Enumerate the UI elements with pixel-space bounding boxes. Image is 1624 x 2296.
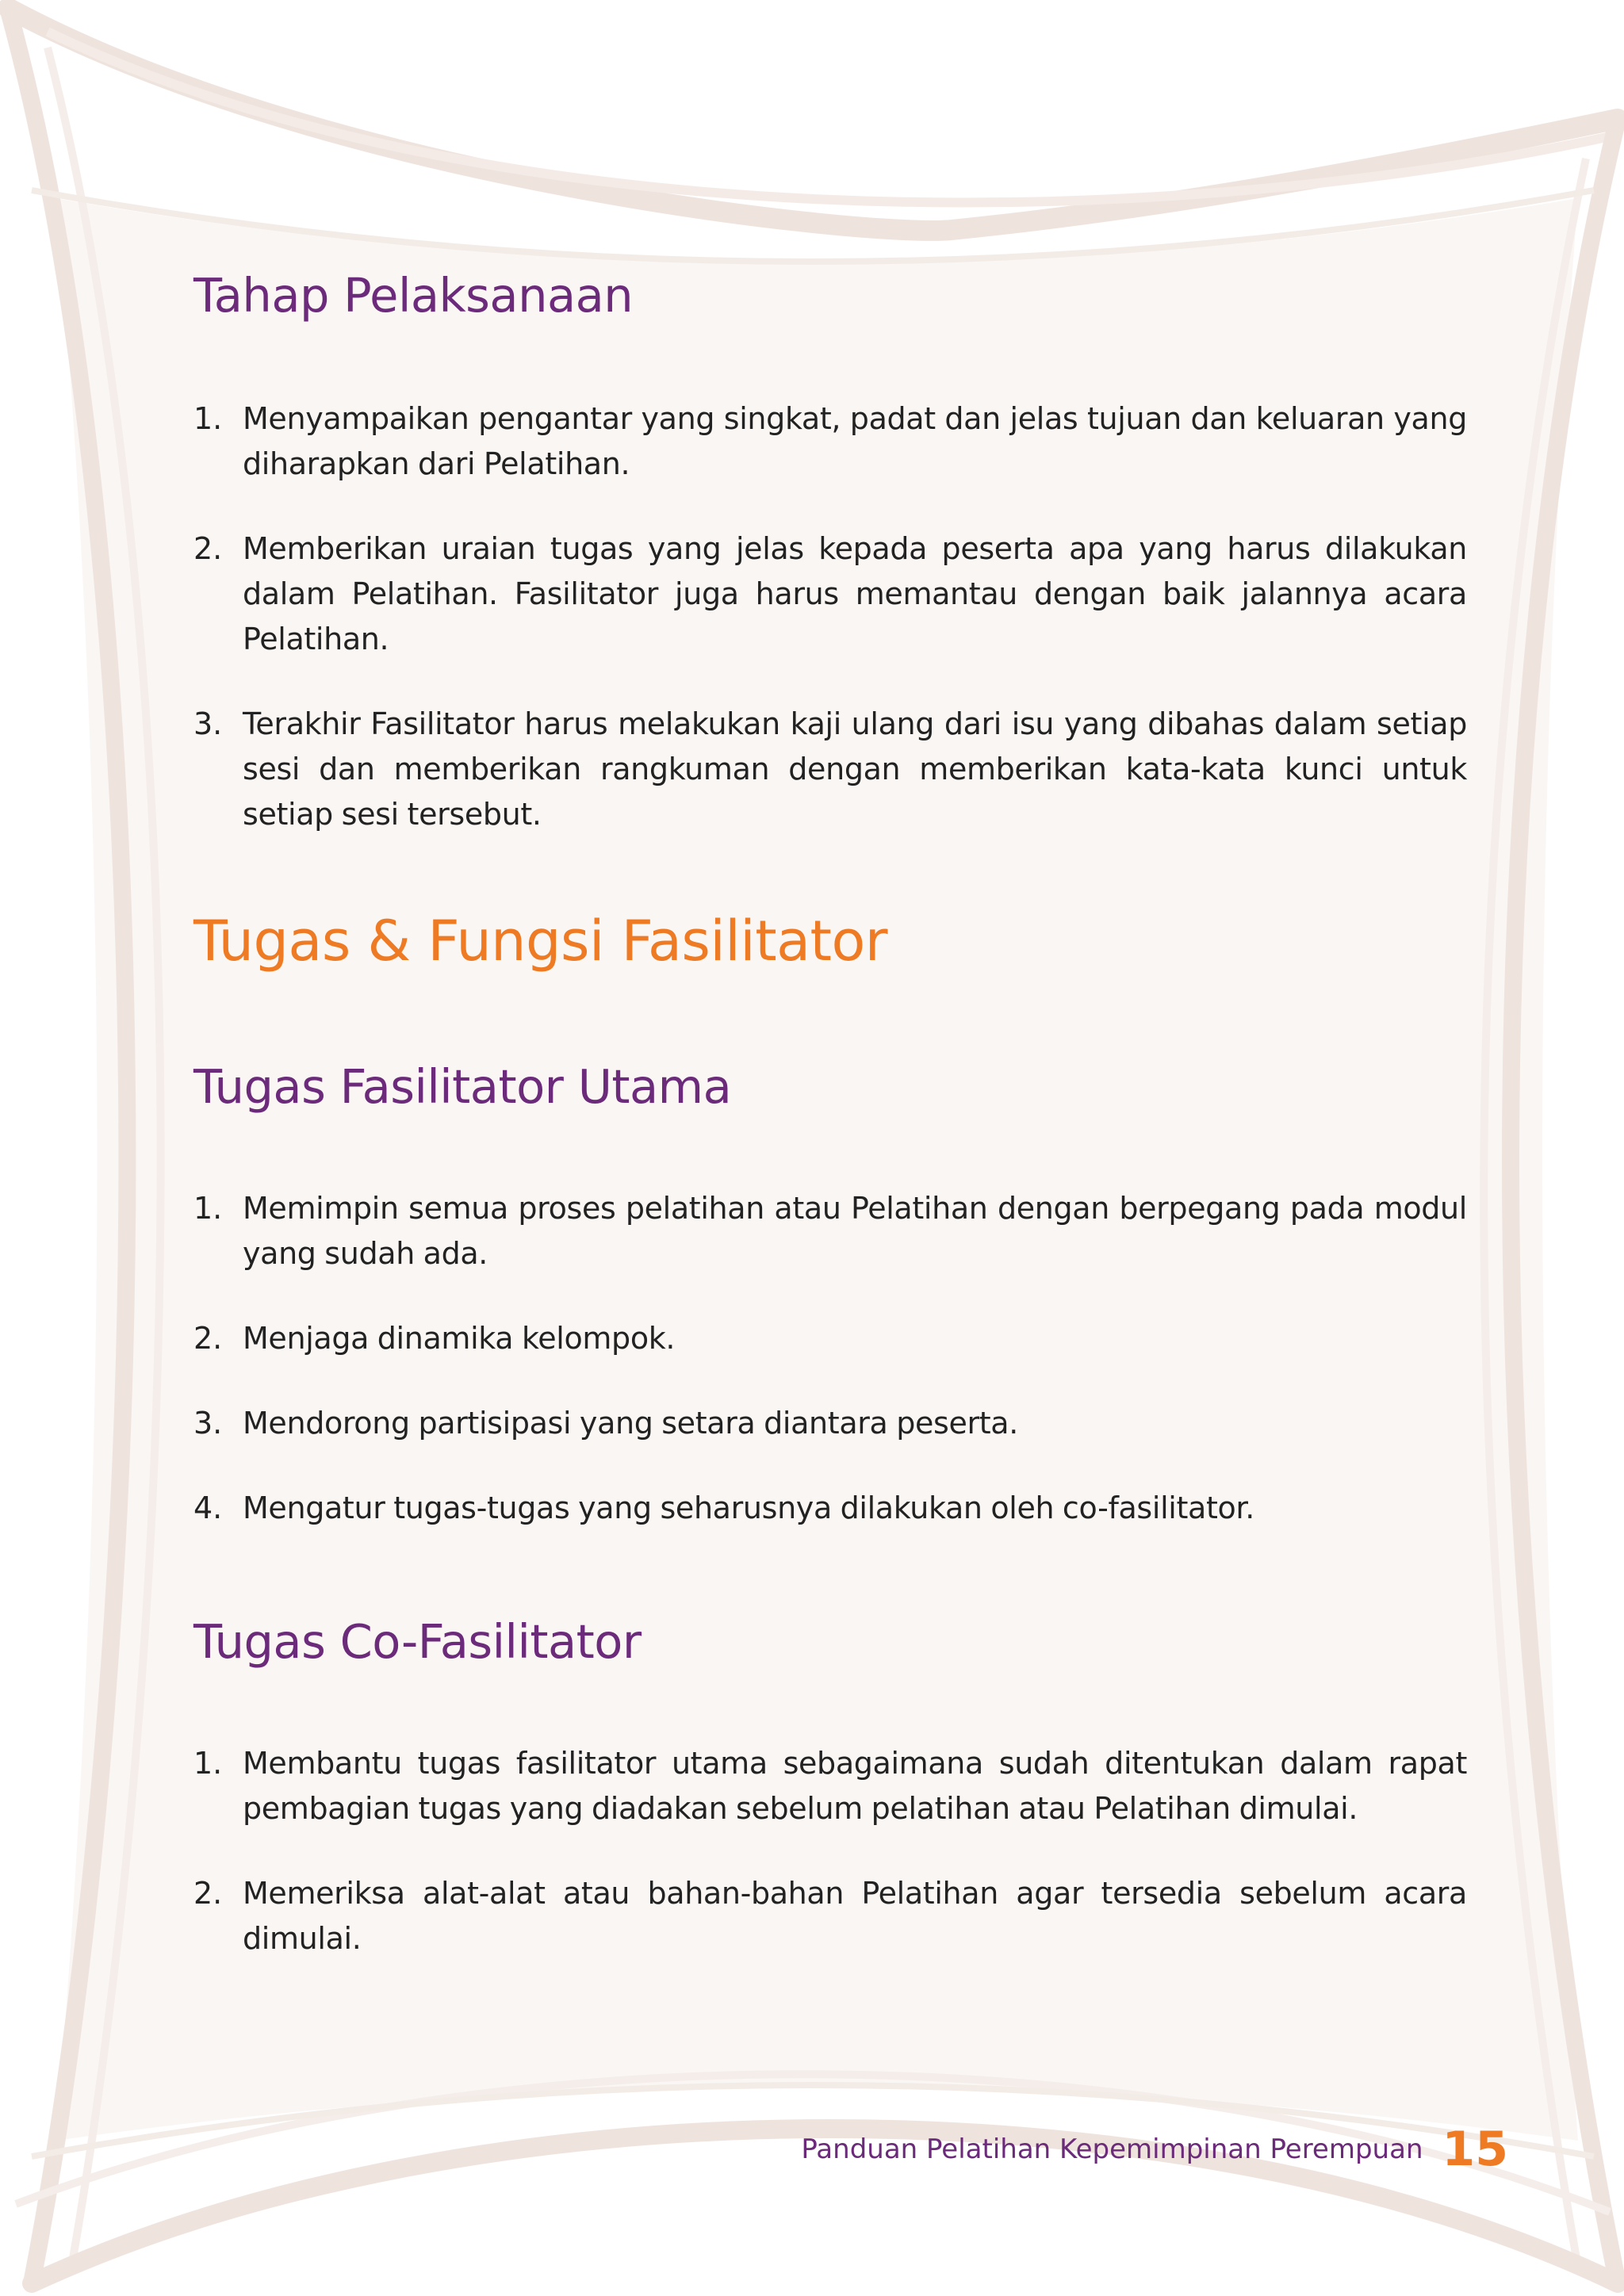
list-item	[193, 1741, 1467, 1831]
heading-tugas-fasilitator-utama: Tugas Fasilitator Utama	[193, 1059, 732, 1114]
heading-tugas-co-fasilitator: Tugas Co-Fasilitator	[193, 1614, 642, 1669]
list-item-number: 2.	[193, 1876, 223, 1911]
list-item-text: Mendorong partisipasi yang setara diantara peserta.	[243, 1406, 1018, 1441]
list-item-text: Menjaga dinamika kelompok.	[243, 1321, 676, 1356]
list-item-text: Memeriksa alat-alat atau bahan-bahan Pelatihan agar tersedia sebelum acara dimulai.	[243, 1876, 1467, 1956]
list-item-number: 1.	[193, 401, 223, 436]
list-tahap-pelaksanaan	[193, 396, 1467, 877]
list-item-text: Membantu tugas fasilitator utama sebagaimana sudah ditentukan dalam rapat pembagian tugas yang diadakan sebelum pelatihan atau Pelatihan dimulai.	[243, 1746, 1467, 1826]
list-item-number: 1.	[193, 1746, 223, 1781]
list-item-text: Mengatur tugas-tugas yang seharusnya dilakukan oleh co-fasilitator.	[243, 1490, 1254, 1525]
heading-tahap-pelaksanaan: Tahap Pelaksanaan	[193, 268, 634, 323]
list-item	[193, 702, 1467, 837]
page-number: 15	[1442, 2122, 1508, 2177]
list-item	[193, 1316, 1467, 1361]
list-tugas-fasilitator-utama	[193, 1186, 1467, 1571]
list-item-text: Terakhir Fasilitator harus melakukan kaji ulang dari isu yang dibahas dalam setiap sesi dan memberikan rangkuman dengan memberikan kata-kata kunci untuk setiap sesi tersebut.	[243, 706, 1467, 832]
list-item-number: 1.	[193, 1191, 223, 1226]
page-footer	[801, 2122, 1508, 2177]
list-item-number: 3.	[193, 706, 223, 741]
heading-tugas-fungsi-fasilitator: Tugas & Fungsi Fasilitator	[193, 909, 888, 974]
list-item-number: 4.	[193, 1490, 223, 1525]
list-item-text: Memimpin semua proses pelatihan atau Pelatihan dengan berpegang pada modul yang sudah ada.	[243, 1191, 1467, 1271]
list-item-text: Menyampaikan pengantar yang singkat, padat dan jelas tujuan dan keluaran yang diharapkan dari Pelatihan.	[243, 401, 1467, 481]
list-item	[193, 526, 1467, 662]
list-item-number: 2.	[193, 531, 223, 566]
list-item	[193, 1871, 1467, 1961]
list-item	[193, 1486, 1467, 1531]
list-item	[193, 396, 1467, 487]
list-item-number: 3.	[193, 1406, 223, 1441]
list-item-text: Memberikan uraian tugas yang jelas kepada peserta apa yang harus dilakukan dalam Pelatihan. Fasilitator juga harus memantau dengan baik jalannya acara Pelatihan.	[243, 531, 1467, 656]
list-item	[193, 1401, 1467, 1446]
footer-book-title: Panduan Pelatihan Kepemimpinan Perempuan	[801, 2133, 1423, 2165]
list-item	[193, 1186, 1467, 1276]
list-item-number: 2.	[193, 1321, 223, 1356]
list-tugas-co-fasilitator	[193, 1741, 1467, 2001]
